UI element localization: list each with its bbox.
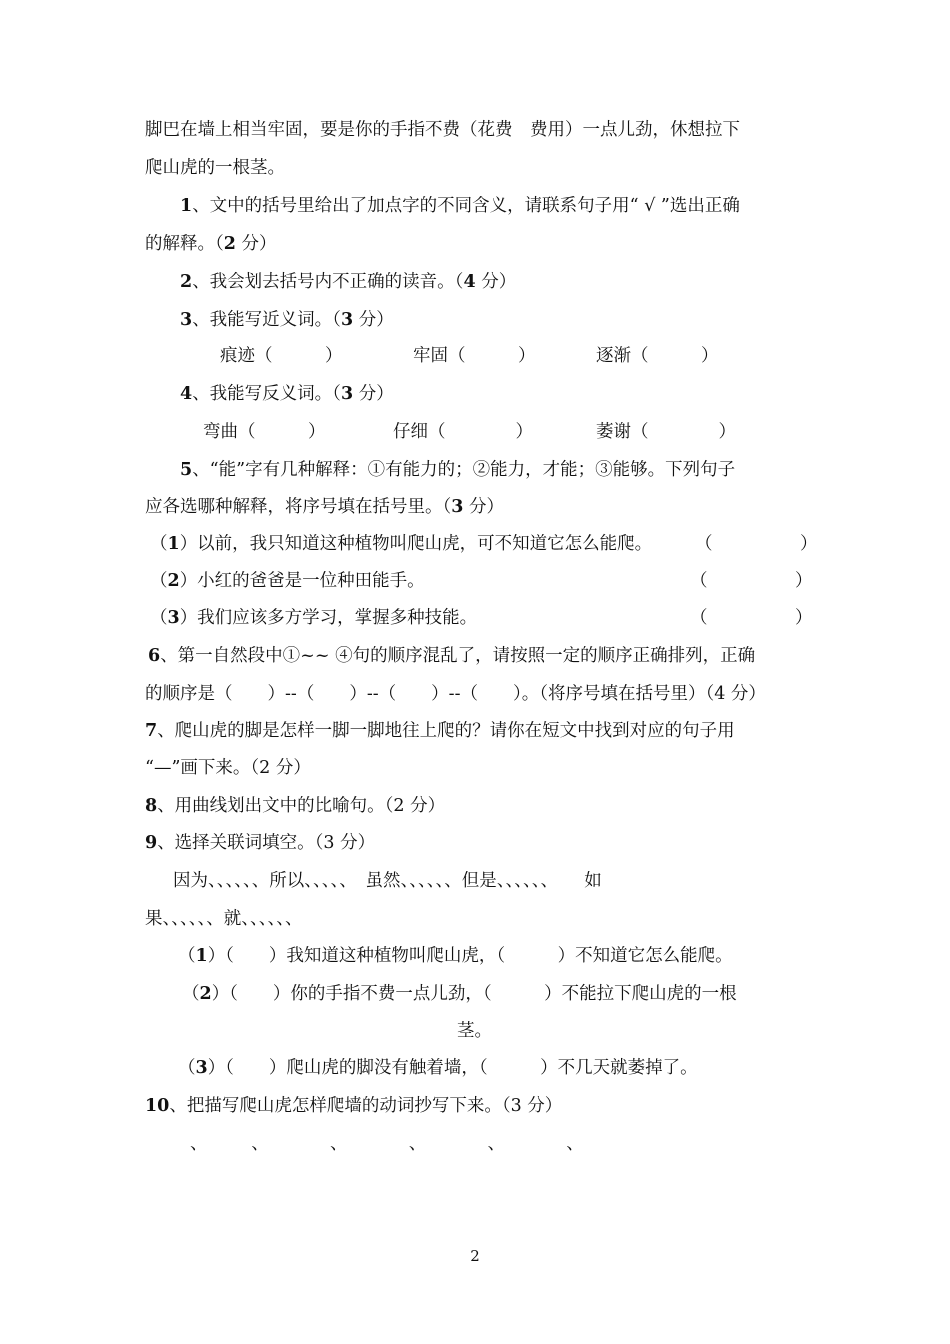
connective-options-line-2: 果、、、、、、就、、、、、、	[145, 909, 303, 929]
question-5-sub-3: （3）我们应该多方学习，掌握多种技能。	[150, 608, 478, 628]
question-number: 5	[180, 460, 193, 480]
score: 3	[451, 497, 464, 517]
answer-blank[interactable]: （ ）	[690, 571, 813, 591]
antonym-item-2: 仔细（ ）	[393, 422, 533, 442]
question-7-line-2: “—”画下来。（2 分）	[145, 758, 311, 778]
question-number: 9	[145, 833, 158, 853]
verb-answer-blanks[interactable]: 、 、 、 、 、 、	[190, 1134, 584, 1154]
synonym-item-3: 逐渐（ ）	[596, 346, 719, 366]
synonym-item-2: 牢固（ ）	[413, 346, 536, 366]
question-number: 8	[145, 796, 158, 816]
antonym-item-3: 萎谢（ ）	[596, 422, 736, 442]
answer-blank[interactable]: （ ）	[690, 608, 813, 628]
question-4: 4、我能写反义词。（3 分）	[180, 384, 394, 404]
question-number: 10	[145, 1096, 170, 1116]
question-2: 2、我会划去括号内不正确的读音。（4 分）	[180, 272, 517, 292]
question-text: 、文中的括号里给出了加点字的不同含义，请联系句子用“ √ ”选出正确	[192, 196, 740, 216]
question-number: 3	[180, 310, 193, 330]
passage-line-2: 爬山虎的一根茎。	[145, 158, 285, 178]
question-9-sub-2: （2）（ ）你的手指不费一点儿劲，（ ）不能拉下爬山虎的一根	[182, 984, 737, 1004]
question-5-sub-1: （1）以前，我只知道这种植物叫爬山虎，可不知道它怎么能爬。	[150, 534, 653, 554]
question-number: 6	[148, 646, 161, 666]
question-6-line-2: 的顺序是（ ）--（ ）--（ ）--（ ）。（将序号填在括号里）（4 分）	[145, 684, 766, 704]
passage-line-1: 脚巴在墙上相当牢固，要是你的手指不费（花费 费用）一点儿劲，休想拉下	[145, 120, 740, 140]
question-9-sub-3: （3）（ ）爬山虎的脚没有触着墙，（ ）不几天就萎掉了。	[178, 1058, 698, 1078]
question-1-line-2: 的解释。（2 分）	[145, 234, 277, 254]
question-number: 7	[145, 721, 158, 741]
question-5-line-1: 5、“能”字有几种解释：①有能力的；②能力，才能；③能够。下列句子	[180, 460, 736, 480]
score: 3	[340, 384, 354, 404]
score: 3	[340, 310, 354, 330]
question-5-sub-2: （2）小红的爸爸是一位种田能手。	[150, 571, 425, 591]
question-9-sub-1: （1）（ ）我知道这种植物叫爬山虎，（ ）不知道它怎么能爬。	[178, 946, 733, 966]
score: 4	[463, 272, 476, 292]
synonym-item-1: 痕迹（ ）	[220, 346, 343, 366]
connective-options-line-1: 因为、、、、、、所以、、、、、 虽然、、、、、、但是、、、、、、 如	[173, 871, 602, 891]
answer-blank[interactable]: （ ）	[695, 534, 818, 554]
question-3: 3、我能写近义词。（3 分）	[180, 310, 394, 330]
question-5-line-2: 应各选哪种解释，将序号填在括号里。（3 分）	[145, 497, 505, 517]
page-number: 2	[470, 1247, 480, 1265]
question-8: 8、用曲线划出文中的比喻句。（2 分）	[145, 796, 446, 816]
question-10: 10、把描写爬山虎怎样爬墙的动词抄写下来。（3 分）	[145, 1096, 563, 1116]
question-6-line-1: 6、第一自然段中①~~ ④句的顺序混乱了，请按照一定的顺序正确排列，正确	[148, 646, 756, 666]
question-number: 1	[180, 196, 193, 216]
question-7-line-1: 7、爬山虎的脚是怎样一脚一脚地往上爬的？请你在短文中找到对应的句子用	[145, 721, 735, 741]
antonym-item-1: 弯曲（ ）	[203, 422, 326, 442]
question-9: 9、选择关联词填空。（3 分）	[145, 833, 376, 853]
question-number: 4	[180, 384, 193, 404]
question-9-sub-2-cont: 茎。	[457, 1021, 492, 1041]
question-number: 2	[180, 272, 193, 292]
question-1-line-1	[180, 194, 740, 218]
score: 2	[223, 234, 236, 254]
